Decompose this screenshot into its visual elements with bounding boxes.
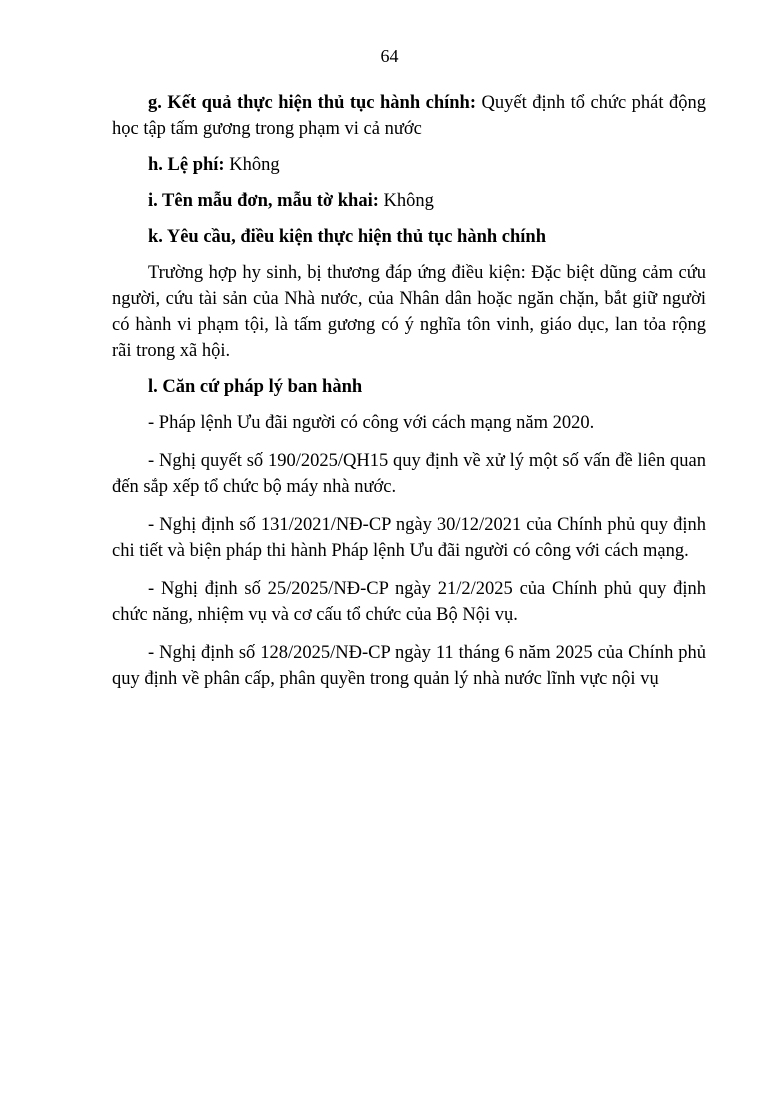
- section-k-text: Trường hợp hy sinh, bị thương đáp ứng điều kiện: Đặc biệt dũng cảm cứu người, cứu tài sản của Nhà nước, của Nhân dân hoặc ngăn chặn, bắt giữ người có hành vi phạm tội, là tấm gương có ý nghĩa tôn vinh, giáo dục, lan tỏa rộng rãi trong xã hội.: [112, 263, 706, 361]
- section-i-label: i. Tên mẫu đơn, mẫu tờ khai:: [148, 191, 379, 211]
- section-k-heading: k. Yêu cầu, điều kiện thực hiện thủ tục hành chính: [148, 227, 546, 247]
- page-number: 64: [380, 46, 399, 66]
- document-body: [112, 90, 706, 704]
- section-h-fee: [112, 152, 706, 178]
- section-h-label: h. Lệ phí:: [148, 155, 225, 175]
- legal-basis-item: - Nghị định số 131/2021/NĐ-CP ngày 30/12/2021 của Chính phủ quy định chi tiết và biện pháp thi hành Pháp lệnh Ưu đãi người có công với cách mạng.: [112, 515, 706, 561]
- section-g-label: g. Kết quả thực hiện thủ tục hành chính:: [148, 93, 476, 113]
- section-i-form: [112, 188, 706, 214]
- section-i-text: Không: [378, 191, 434, 211]
- section-h-text: Không: [224, 155, 280, 175]
- legal-basis-item: - Pháp lệnh Ưu đãi người có công với cách mạng năm 2020.: [148, 413, 595, 433]
- section-l-heading: l. Căn cứ pháp lý ban hành: [148, 377, 363, 397]
- legal-basis-item: - Nghị định số 25/2025/NĐ-CP ngày 21/2/2025 của Chính phủ quy định chức năng, nhiệm vụ và cơ cấu tổ chức của Bộ Nội vụ.: [112, 579, 706, 625]
- section-g-text: Quyết định tổ chức phát động học tập tấm gương trong phạm vi cả nước: [112, 93, 706, 139]
- legal-basis-item: - Nghị định số 128/2025/NĐ-CP ngày 11 tháng 6 năm 2025 của Chính phủ quy định về phân cấp, phân quyền trong quản lý nhà nước lĩnh vực nội vụ: [112, 643, 706, 689]
- section-g-result: [112, 90, 706, 142]
- legal-basis-item: - Nghị quyết số 190/2025/QH15 quy định về xử lý một số vấn đề liên quan đến sắp xếp tổ chức bộ máy nhà nước.: [112, 451, 706, 497]
